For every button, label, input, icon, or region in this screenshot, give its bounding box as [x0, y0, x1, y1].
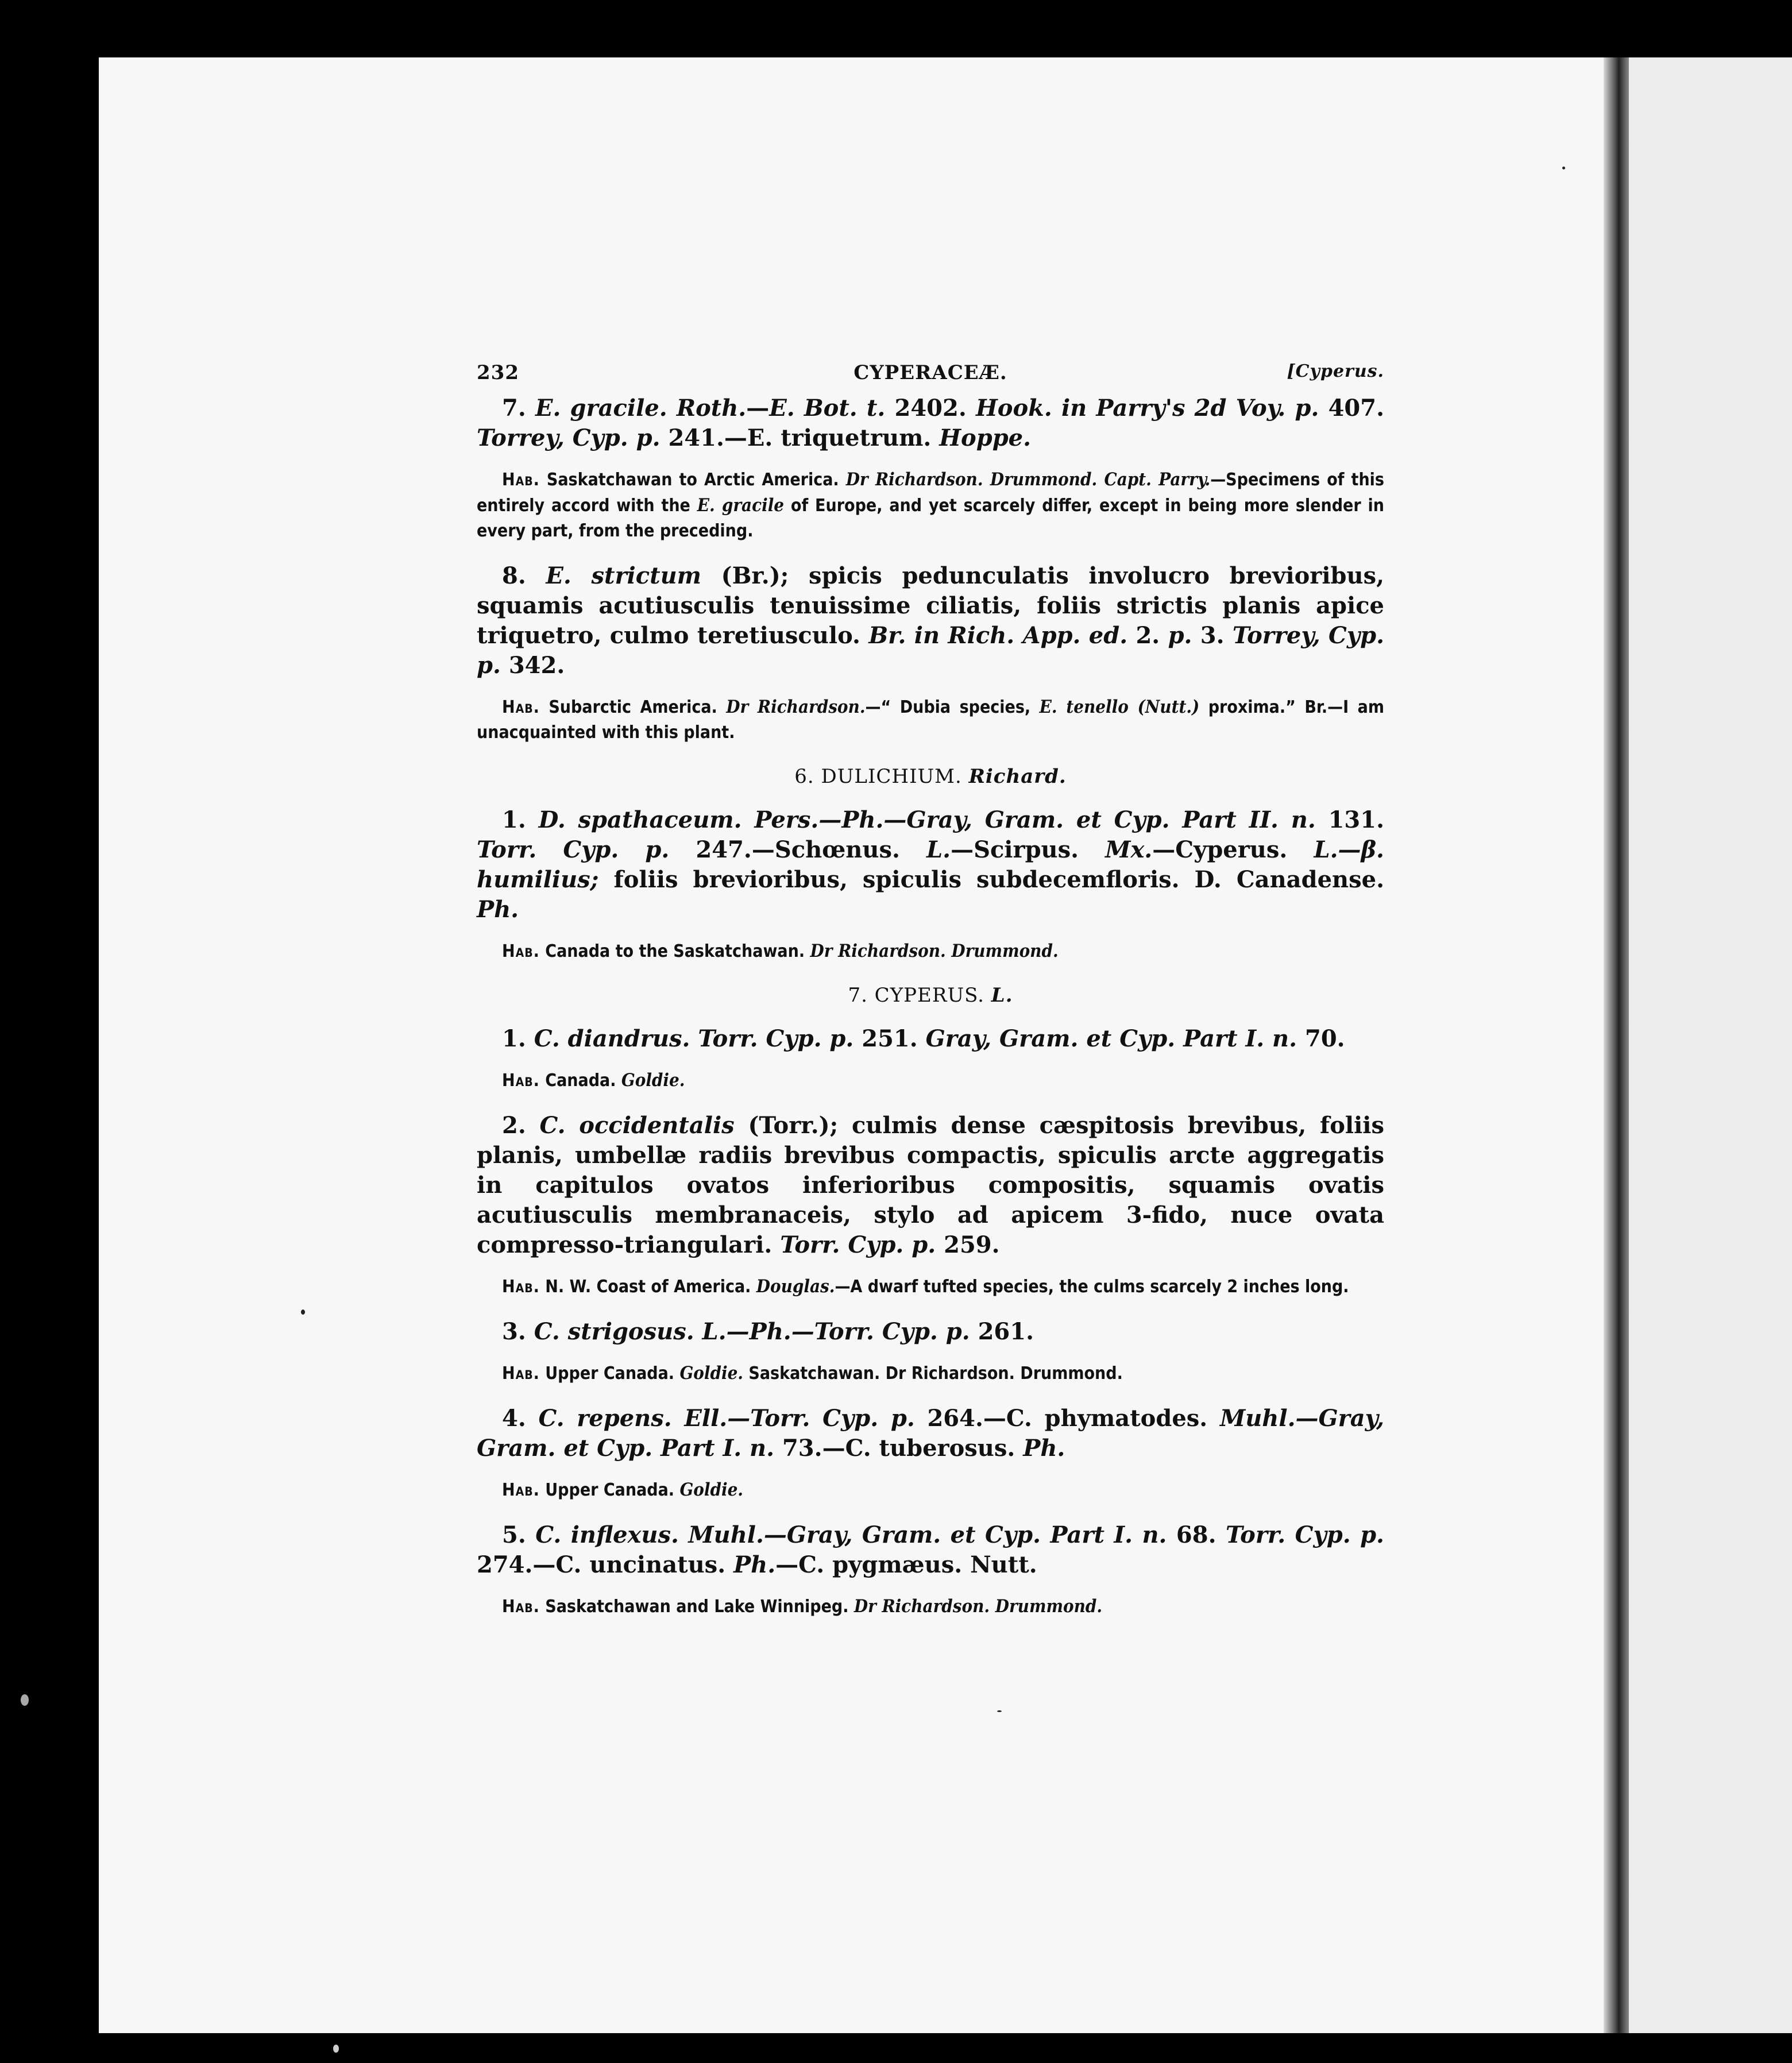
- entry-text: 241.—E. triquetrum.: [660, 424, 940, 451]
- habitat-note: [477, 1068, 1384, 1094]
- species-entry: [477, 1111, 1384, 1260]
- collector-names: Douglas.: [756, 1276, 835, 1297]
- reference: Gray, Gram. et Cyp. Part I. n.: [925, 1025, 1297, 1052]
- habitat-label: Hab.: [502, 941, 540, 961]
- entry-text: —C. pygmæus. Nutt.: [775, 1551, 1037, 1578]
- species-entry: [477, 1404, 1384, 1463]
- reference: Torr. Cyp. p.: [780, 1231, 936, 1258]
- species-name: E. gracile: [697, 495, 785, 516]
- reference: Torrey, Cyp. p.: [477, 622, 1385, 679]
- reference: Mx.: [1105, 836, 1153, 863]
- species-entry: [477, 561, 1384, 681]
- species-entry: [477, 1024, 1384, 1054]
- habitat-text: Canada.: [539, 1071, 621, 1091]
- entry-text: —Scirpus.: [951, 836, 1106, 863]
- habitat-label: Hab.: [502, 1071, 540, 1091]
- habitat-note: [477, 1361, 1384, 1386]
- entry-text: 131.: [1315, 806, 1384, 833]
- entry-number: 1.: [502, 1025, 534, 1052]
- collector-names: Goldie.: [679, 1479, 744, 1500]
- collector-names: Dr Richardson. Drummond. Capt. Parry.: [845, 469, 1211, 490]
- habitat-label: Hab.: [502, 697, 540, 717]
- reference: L.: [926, 836, 951, 863]
- habitat-text: Saskatchawan and Lake Winnipeg.: [539, 1597, 854, 1617]
- page-content: [477, 359, 1384, 1637]
- habitat-text: Subarctic America.: [539, 697, 727, 717]
- reference: Ph.: [733, 1551, 776, 1578]
- reference: Ph.: [1023, 1435, 1065, 1462]
- entry-number: 2.: [502, 1112, 540, 1139]
- collector-names: Goldie.: [679, 1363, 744, 1384]
- book-gutter: [1604, 57, 1629, 2033]
- habitat-text: Upper Canada.: [539, 1480, 680, 1500]
- entry-number: 7.: [502, 395, 535, 422]
- habitat-note: [477, 1477, 1384, 1503]
- entry-text: 2402.: [885, 395, 976, 422]
- entry-text: 2.: [1127, 622, 1168, 649]
- entry-text: 259.: [936, 1231, 1000, 1258]
- genus-author: Richard.: [968, 765, 1067, 788]
- reference: Hoppe.: [939, 424, 1032, 451]
- entry-text: 264.—C. phymatodes.: [914, 1405, 1220, 1432]
- genus-author: L.: [991, 984, 1013, 1007]
- species-name: C. inflexus. Muhl.—Gray, Gram. et Cyp. Part I. n.: [535, 1521, 1167, 1548]
- entry-text: —: [746, 395, 770, 422]
- genus-name: 7. CYPERUS.: [848, 984, 984, 1007]
- species-name: D. spathaceum. Pers.—Ph.—Gray, Gram. et Cyp. Part II. n.: [538, 806, 1316, 833]
- collector-names: Dr Richardson.: [726, 697, 866, 717]
- species-name: C. occidentalis: [539, 1112, 735, 1139]
- entry-number: 3.: [502, 1318, 534, 1345]
- genus-heading: [477, 982, 1384, 1009]
- collector-names: Dr Richardson. Drummond.: [810, 941, 1059, 961]
- reference: Torr. Cyp. p.: [477, 836, 670, 863]
- reference: Torrey, Cyp. p.: [477, 424, 661, 451]
- species-name: E. gracile. Roth.: [535, 395, 747, 422]
- habitat-text: —A dwarf tufted species, the culms scarcely 2 inches long.: [835, 1277, 1349, 1297]
- habitat-note: [477, 1274, 1384, 1300]
- species-entry: [477, 1520, 1384, 1580]
- entry-text: 274.—C. uncinatus.: [477, 1551, 734, 1578]
- entry-text: 342.: [500, 652, 565, 679]
- genus-heading: [477, 763, 1384, 790]
- running-head: [Cyperus.: [1287, 361, 1384, 381]
- habitat-text: Saskatchawan to Arctic America.: [539, 470, 846, 490]
- margin-speck: [333, 2045, 339, 2053]
- entry-number: 8.: [502, 562, 546, 589]
- species-name: C. strigosus. L.—Ph.—Torr. Cyp. p.: [534, 1318, 970, 1345]
- reference: Br. in Rich. App. ed.: [868, 622, 1128, 649]
- entry-text: —Cyperus.: [1152, 836, 1314, 863]
- page-speck: [997, 1710, 1002, 1712]
- species-entry: [477, 393, 1384, 453]
- habitat-text: —“ Dubia species,: [865, 697, 1040, 717]
- habitat-label: Hab.: [502, 1480, 540, 1500]
- page-header: [477, 359, 1384, 393]
- habitat-text: proxima.” Br.—I am unacquainted with this plant.: [477, 697, 1385, 743]
- entry-number: 4.: [502, 1405, 539, 1432]
- reference: E. Bot. t.: [769, 395, 886, 422]
- reference: L.—β. humilius;: [477, 836, 1384, 893]
- page-title: CYPERACEÆ.: [853, 361, 1007, 384]
- entry-text: 73.—C. tuberosus.: [774, 1435, 1024, 1462]
- habitat-note: [477, 694, 1384, 745]
- species-name: C. diandrus. Torr. Cyp. p.: [534, 1025, 854, 1052]
- entry-text: 251.: [853, 1025, 926, 1052]
- entry-text: foliis brevioribus, spiculis subdecemfloris. D. Canadense.: [598, 866, 1384, 893]
- habitat-label: Hab.: [502, 470, 540, 490]
- reference: Muhl.—Gray, Gram. et Cyp. Part I. n.: [477, 1405, 1384, 1462]
- species-name: C. repens. Ell.—Torr. Cyp. p.: [538, 1405, 915, 1432]
- habitat-label: Hab.: [502, 1363, 540, 1384]
- entry-text: 68.: [1167, 1521, 1226, 1548]
- entry-text: 247.—Schœnus.: [669, 836, 926, 863]
- reference: Torr. Cyp. p.: [1225, 1521, 1384, 1548]
- habitat-text: —Specimens of this entirely accord with the: [477, 470, 1384, 516]
- margin-speck: [21, 1694, 29, 1706]
- habitat-note: [477, 1594, 1384, 1620]
- entry-text: (Br.); spicis pedunculatis involucro brevioribus, squamis acutiusculis tenuissime ciliatis, foliis strictis planis apice triquetro, culmo teretiusculo.: [477, 562, 1385, 649]
- entry-number: 5.: [502, 1521, 536, 1548]
- habitat-note: [477, 467, 1384, 544]
- entry-text: (Torr.); culmis dense cæspitosis brevibus, foliis planis, umbellæ radiis brevibus compactis, spiculis arcte aggregatis in capitulos ovatos inferioribus compositis, squamis ovatis acutiusculis membranaceis, stylo ad apicem 3-fido, nuce ovata compresso-triangulari.: [477, 1112, 1385, 1258]
- entry-text: 3.: [1192, 622, 1233, 649]
- collector-names: Dr Richardson. Drummond.: [853, 1596, 1103, 1617]
- reference: Hook. in Parry's 2d Voy. p.: [975, 395, 1319, 422]
- species-name: E. tenello (Nutt.): [1039, 697, 1200, 717]
- facing-page-edge: [1629, 57, 1792, 2033]
- entry-number: 1.: [502, 806, 539, 833]
- species-entry: [477, 1317, 1384, 1347]
- habitat-text: Saskatchawan. Dr Richardson. Drummond.: [743, 1363, 1123, 1384]
- habitat-label: Hab.: [502, 1597, 540, 1617]
- habitat-text: of Europe, and yet scarcely differ, except in being more slender in every part, from the preceding.: [477, 496, 1384, 541]
- species-entry: [477, 805, 1384, 925]
- page-number: 232: [477, 361, 519, 384]
- entry-text: 261.: [970, 1318, 1034, 1345]
- habitat-label: Hab.: [502, 1277, 540, 1297]
- genus-name: 6. DULICHIUM.: [794, 765, 962, 788]
- habitat-text: Canada to the Saskatchawan.: [539, 941, 810, 961]
- reference: p.: [1168, 622, 1192, 649]
- reference: Ph.: [477, 896, 519, 923]
- species-name: E. strictum: [546, 562, 701, 589]
- entry-text: 70.: [1297, 1025, 1345, 1052]
- habitat-text: N. W. Coast of America.: [539, 1277, 756, 1297]
- entry-text: 407.: [1319, 395, 1385, 422]
- habitat-text: Upper Canada.: [539, 1363, 680, 1384]
- page-speck: [1562, 167, 1565, 169]
- habitat-note: [477, 938, 1384, 964]
- page-speck: [301, 1309, 305, 1315]
- collector-names: Goldie.: [621, 1070, 685, 1091]
